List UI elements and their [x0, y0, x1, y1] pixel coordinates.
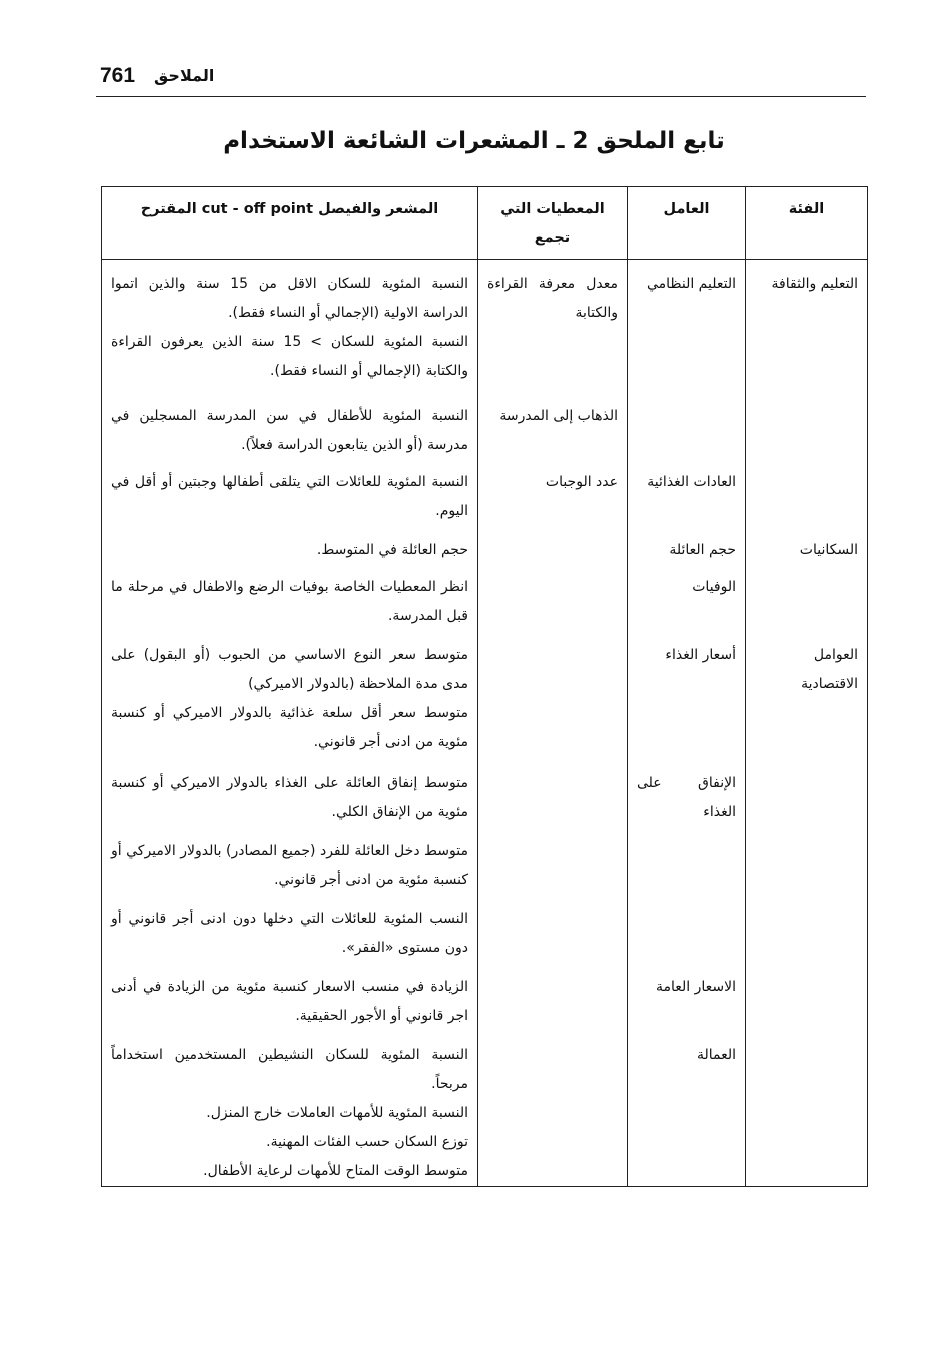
indicator-cell	[102, 963, 478, 1031]
indicator-text: النسبة المئوية للعائلات التي يتلقى أطفالها وجبتين أو أقل في اليوم.	[111, 474, 468, 519]
category-cell: السكانيات	[746, 526, 868, 565]
indicator-text: متوسط الوقت المتاح للأمهات لرعاية الأطفال.	[203, 1163, 468, 1179]
data-cell: معدل معرفة القراءة والكتابة	[478, 260, 628, 387]
indicator-text: النسبة المئوية للسكان الاقل من 15 سنة والذين اتموا الدراسة الاولية (الإجمالي أو النساء فقط).	[111, 276, 469, 321]
category-cell	[746, 757, 868, 827]
indicator-cell	[102, 827, 478, 895]
indicator-text: توزع السكان حسب الفئات المهنية.	[266, 1134, 468, 1150]
indicator-cell	[102, 565, 478, 631]
factor-cell: الإنفاق على الغذاء	[628, 757, 746, 827]
indicator-cell	[102, 260, 478, 387]
indicator-cell	[102, 631, 478, 757]
page-header	[96, 62, 866, 96]
column-header-indicator: المشعر والفيصل cut - off point المقترح	[102, 187, 478, 260]
page-number: 761	[100, 64, 136, 87]
data-cell	[478, 1031, 628, 1187]
indicator-text: النسبة المئوية للأمهات العاملات خارج المنزل.	[206, 1105, 468, 1121]
factor-cell: العادات الغذائية	[628, 460, 746, 526]
indicator-cell	[102, 895, 478, 963]
data-cell: الذهاب إلى المدرسة	[478, 386, 628, 460]
factor-cell	[628, 827, 746, 895]
indicator-text: متوسط سعر أقل سلعة غذائية بالدولار الاميركي أو كنسبة مئوية من ادنى أجر قانوني.	[111, 705, 468, 750]
factor-cell: التعليم النظامي	[628, 260, 746, 387]
data-cell	[478, 565, 628, 631]
indicator-text: النسبة المئوية للسكان النشيطين المستخدمين استخداماً مربحاً.	[111, 1047, 468, 1092]
data-cell	[478, 757, 628, 827]
indicator-text: النسبة المئوية للأطفال في سن المدرسة المسجلين في مدرسة (أو الذين يتابعون الدراسة فعلاً).	[111, 408, 468, 453]
data-cell	[478, 963, 628, 1031]
indicator-cell	[102, 386, 478, 460]
data-cell	[478, 895, 628, 963]
data-cell	[478, 827, 628, 895]
factor-cell: الوفيات	[628, 565, 746, 631]
indicator-text: متوسط إنفاق العائلة على الغذاء بالدولار الاميركي أو كنسبة مئوية من الإنفاق الكلي.	[111, 775, 468, 820]
factor-cell: العمالة	[628, 1031, 746, 1187]
indicator-cell	[102, 1031, 478, 1187]
factor-cell	[628, 386, 746, 460]
category-cell	[746, 963, 868, 1031]
indicator-text: انظر المعطيات الخاصة بوفيات الرضع والاطفال في مرحلة ما قبل المدرسة.	[111, 579, 468, 624]
category-cell	[746, 1031, 868, 1187]
table-row	[102, 386, 868, 460]
category-cell	[746, 386, 868, 460]
factor-cell	[628, 895, 746, 963]
running-title: الملاحق	[154, 66, 215, 85]
indicator-cell	[102, 460, 478, 526]
table-body	[102, 260, 868, 1187]
category-cell	[746, 565, 868, 631]
indicator-text: النسب المئوية للعائلات التي دخلها دون ادنى أجر قانوني أو دون مستوى «الفقر».	[111, 911, 468, 956]
category-cell	[746, 895, 868, 963]
data-cell	[478, 526, 628, 565]
factor-cell: حجم العائلة	[628, 526, 746, 565]
table-row	[102, 1031, 868, 1187]
factor-cell: الاسعار العامة	[628, 963, 746, 1031]
column-header-factor: العامل	[628, 187, 746, 260]
data-cell	[478, 631, 628, 757]
page-title: تابع الملحق 2 ـ المشعرات الشائعة الاستخدام	[223, 128, 725, 154]
indicator-text: حجم العائلة في المتوسط.	[316, 542, 468, 558]
column-header-category: الفئة	[746, 187, 868, 260]
data-cell: عدد الوجبات	[478, 460, 628, 526]
indicator-text: متوسط سعر النوع الاساسي من الحبوب (أو البقول) على مدى مدة الملاحظة (بالدولار الاميركي)	[111, 647, 468, 692]
table-row	[102, 757, 868, 827]
table-row	[102, 963, 868, 1031]
table-row	[102, 895, 868, 963]
header-rule	[96, 96, 866, 97]
column-header-data: المعطيات التي تجمع	[478, 187, 628, 260]
table-row	[102, 460, 868, 526]
table-header-row	[102, 187, 868, 260]
indicator-text: النسبة المئوية للسكان > 15 سنة الذين يعرفون القراءة والكتابة (الإجمالي أو النساء فقط).	[111, 334, 468, 379]
category-cell: التعليم والثقافة	[746, 260, 868, 387]
indicator-cell	[102, 757, 478, 827]
indicator-text: الزيادة في منسب الاسعار كنسبة مئوية من الزيادة في أدنى اجر قانوني أو الأجور الحقيقية.	[111, 979, 468, 1024]
indicators-table	[101, 186, 868, 1187]
indicator-cell	[102, 526, 478, 565]
table-row	[102, 565, 868, 631]
indicator-text: متوسط دخل العائلة للفرد (جميع المصادر) بالدولار الاميركي أو كنسبة مئوية من ادنى أجر قانوني.	[111, 843, 468, 888]
table-row	[102, 631, 868, 757]
table-row	[102, 260, 868, 387]
category-cell	[746, 460, 868, 526]
category-cell	[746, 827, 868, 895]
category-cell: العوامل الاقتصادية	[746, 631, 868, 757]
factor-cell: أسعار الغذاء	[628, 631, 746, 757]
table-row	[102, 526, 868, 565]
table-row	[102, 827, 868, 895]
